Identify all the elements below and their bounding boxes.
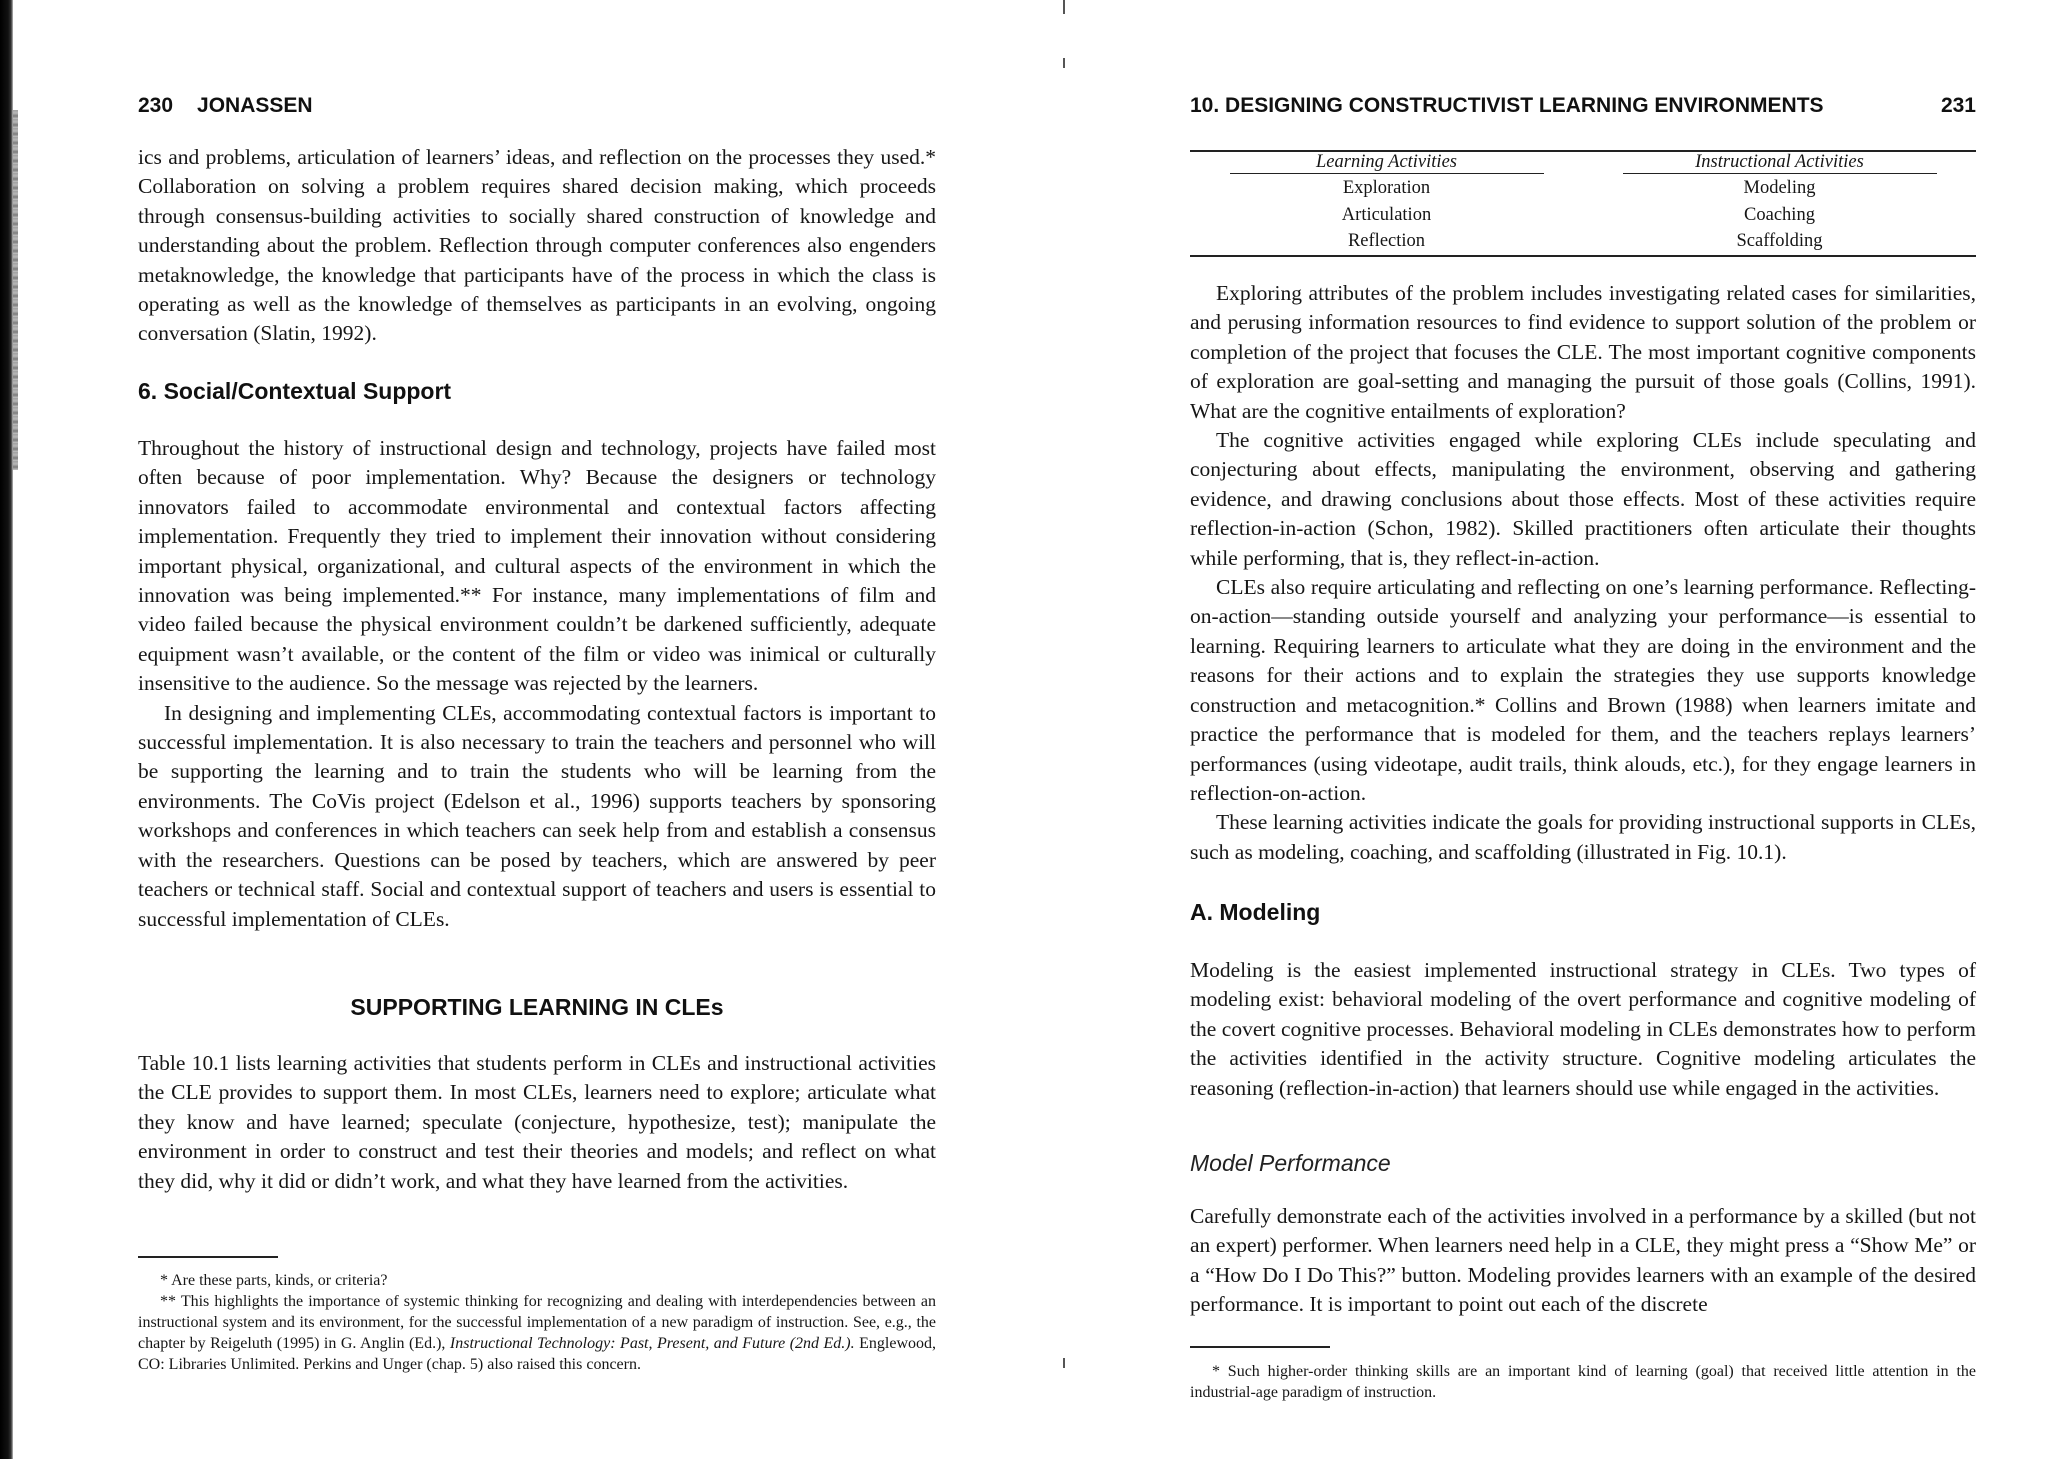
footnote-text: ** This highlights the importance of systemic thinking for recognizing and dealing with interdependencies between an instructional system and its environment, for the successful implementation of a new paradigm of instruction. See, e.g., the chapter by Reigeluth (1995) in G. Anglin (Ed.),	[138, 1293, 936, 1352]
footnote-rule	[138, 1256, 278, 1258]
footnote-book-title: Instructional Technology: Past, Present, and Future (2nd Ed.).	[449, 1335, 855, 1352]
paragraph: Table 10.1 lists learning activities that students perform in CLEs and instructional activities the CLE provides to support them. In most CLEs, learners need to explore; articulate what they know and have learned; speculate (conjecture, hypothesize, test); manipulate the environment in order to construct and test their theories and models; and reflect on what they did, why it did or didn’t work, and what they have learned from the activities.	[138, 1051, 936, 1193]
table-header-cell: Learning Activities	[1190, 151, 1583, 175]
table-cell: Articulation	[1341, 204, 1432, 225]
binding-edge-texture	[13, 110, 18, 470]
table-header-row	[1190, 151, 1976, 175]
table-cell: Reflection	[1347, 231, 1426, 251]
table-cell: Modeling	[1743, 178, 1816, 198]
gutter-mark	[1063, 0, 1065, 14]
left-main-heading-block	[138, 994, 936, 1021]
table-row	[1190, 228, 1976, 256]
paragraph: ics and problems, articulation of learners’ ideas, and reflection on the processes they used.* Collaboration on solving a problem requires shared decision making, which proceeds through consensus-building activities to socially shared construction of knowledge and understanding about the problem. Reflection through computer conferences also engenders metaknowledge, the knowledge that participants have of the process in which the class is operating as well as the knowledge of themselves as participants in an evolving, ongoing conversation (Slatin, 1992).	[138, 145, 936, 346]
gutter-mark	[1063, 58, 1065, 68]
activities-table	[1190, 150, 1976, 257]
paragraph: Throughout the history of instructional design and technology, projects have failed most often because of poor implementation. Why? Because the designers or technology innovators failed to accommodate environmental and contextual factors affecting implementation. Frequently they tried to implement their innovation without considering important physical, organizational, and cultural aspects of the environment in which the innovation was being implemented.** For instance, many implementations of film and video failed because the physical environment couldn’t be darkened sufficiently, adequate equipment wasn’t available, or the content of the film or video was inimical or culturally insensitive to the audience. So the message was rejected by the learners.	[138, 436, 936, 696]
left-section-heading-block	[138, 378, 936, 405]
table-cell: Scaffolding	[1736, 231, 1823, 251]
paragraph: CLEs also require articulating and reflecting on one’s learning performance. Reflecting-on-action—standing outside yourself and analyzing your performance—is essential to learning. Requiring learners to articulate what they are doing in the environment and the reasons for their actions and to explain the strategies they use supports knowledge construction and metacognition.* Collins and Brown (1988) when learners imitate and practice the performance that is modeled for them, and the teachers replays learners’ performances (using videotape, audit trails, think alouds, etc.), for they engage learners in reflection-on-action.	[1190, 575, 1976, 805]
table-row	[1190, 202, 1976, 229]
right-chapter-title: 10. DESIGNING CONSTRUCTIVIST LEARNING ENVIRONMENTS	[1190, 94, 1824, 117]
footnote: * Are these parts, kinds, or criteria?	[160, 1272, 388, 1289]
left-running-head	[138, 94, 936, 118]
paragraph: These learning activities indicate the goals for providing instructional supports in CLEs, such as modeling, coaching, and scaffolding (illustrated in Fig. 10.1).	[1190, 810, 1976, 864]
paragraph: Modeling is the easiest implemented instructional strategy in CLEs. Two types of modeling exist: behavioral modeling of the overt performance and cognitive modeling of the covert cognitive processes. Behavioral modeling in CLEs demonstrates how to perform the activities identified in the activity structure. Cognitive modeling articulates the reasoning (reflection-in-action) that learners should use while engaged in the activities.	[1190, 958, 1976, 1100]
right-exploring-block	[1190, 279, 1976, 867]
table-cell: Coaching	[1744, 204, 1815, 225]
table-row	[1190, 175, 1976, 202]
left-footnotes	[138, 1270, 936, 1375]
section-heading: A. Modeling	[1190, 899, 1321, 925]
right-footnotes	[1190, 1361, 1976, 1403]
table-header-cell: Instructional Activities	[1583, 151, 1976, 175]
left-para-continued-block	[138, 143, 936, 349]
right-running-head	[1190, 94, 1976, 118]
main-heading: SUPPORTING LEARNING IN CLEs	[350, 994, 724, 1020]
table-cell: Exploration	[1342, 178, 1431, 198]
left-history-block	[138, 434, 936, 934]
left-table-para-block	[138, 1049, 936, 1196]
right-section-heading-block	[1190, 899, 1976, 926]
left-page-number: 230	[138, 94, 174, 117]
footnote-text: Englewood, CO: Libraries Unlimited. Perkins and Unger (chap. 5) also raised this concern.	[138, 1335, 937, 1373]
right-carefully-block	[1190, 1202, 1976, 1320]
paragraph: In designing and implementing CLEs, accommodating contextual factors is important to successful implementation. It is also necessary to train the teachers and personnel who will be supporting the learning and to train the students who will be learning from the environments. The CoVis project (Edelson et al., 1996) supports teachers by sponsoring workshops and conferences in which teachers can seek help from and establish a consensus with the researchers. Questions can be posed by teachers, which are answered by peer teachers or technical staff. Social and contextual support of teachers and users is essential to successful implementation of CLEs.	[138, 700, 936, 931]
right-modeling-block	[1190, 956, 1976, 1103]
footnote-rule	[1190, 1346, 1330, 1348]
paragraph: Exploring attributes of the problem includes investigating related cases for similarities, and perusing information resources to find evidence to support solution of the problem or completion of the project that focuses the CLE. The most important cognitive components of exploration are goal-setting and managing the pursuit of those goals (Collins, 1991). What are the cognitive entailments of exploration?	[1190, 281, 1976, 423]
footnote	[138, 1291, 936, 1375]
book-binding-shadow	[0, 0, 13, 1459]
right-page-number: 231	[1940, 94, 1976, 117]
footnote: * Such higher-order thinking skills are an important kind of learning (goal) that received little attention in the industrial-age paradigm of instruction.	[1190, 1363, 1976, 1401]
paragraph: The cognitive activities engaged while exploring CLEs include speculating and conjecturing about effects, manipulating the environment, observing and gathering evidence, and drawing conclusions about those effects. Most of these activities require reflection-in-action (Schon, 1982). Skilled practitioners often articulate their thoughts while performing, that is, they reflect-in-action.	[1190, 428, 1976, 570]
paragraph: Carefully demonstrate each of the activities involved in a performance by a skilled (but not an expert) performer. When learners need help in a CLE, they might press a “Show Me” or a “How Do I Do This?” button. Modeling provides learners with an example of the desired performance. It is important to point out each of the discrete	[1190, 1204, 1976, 1317]
left-running-title: JONASSEN	[197, 94, 313, 117]
right-subheading-block	[1190, 1150, 1976, 1177]
subheading: Model Performance	[1190, 1150, 1391, 1176]
section-heading: 6. Social/Contextual Support	[138, 378, 452, 404]
gutter-mark	[1063, 1358, 1065, 1368]
